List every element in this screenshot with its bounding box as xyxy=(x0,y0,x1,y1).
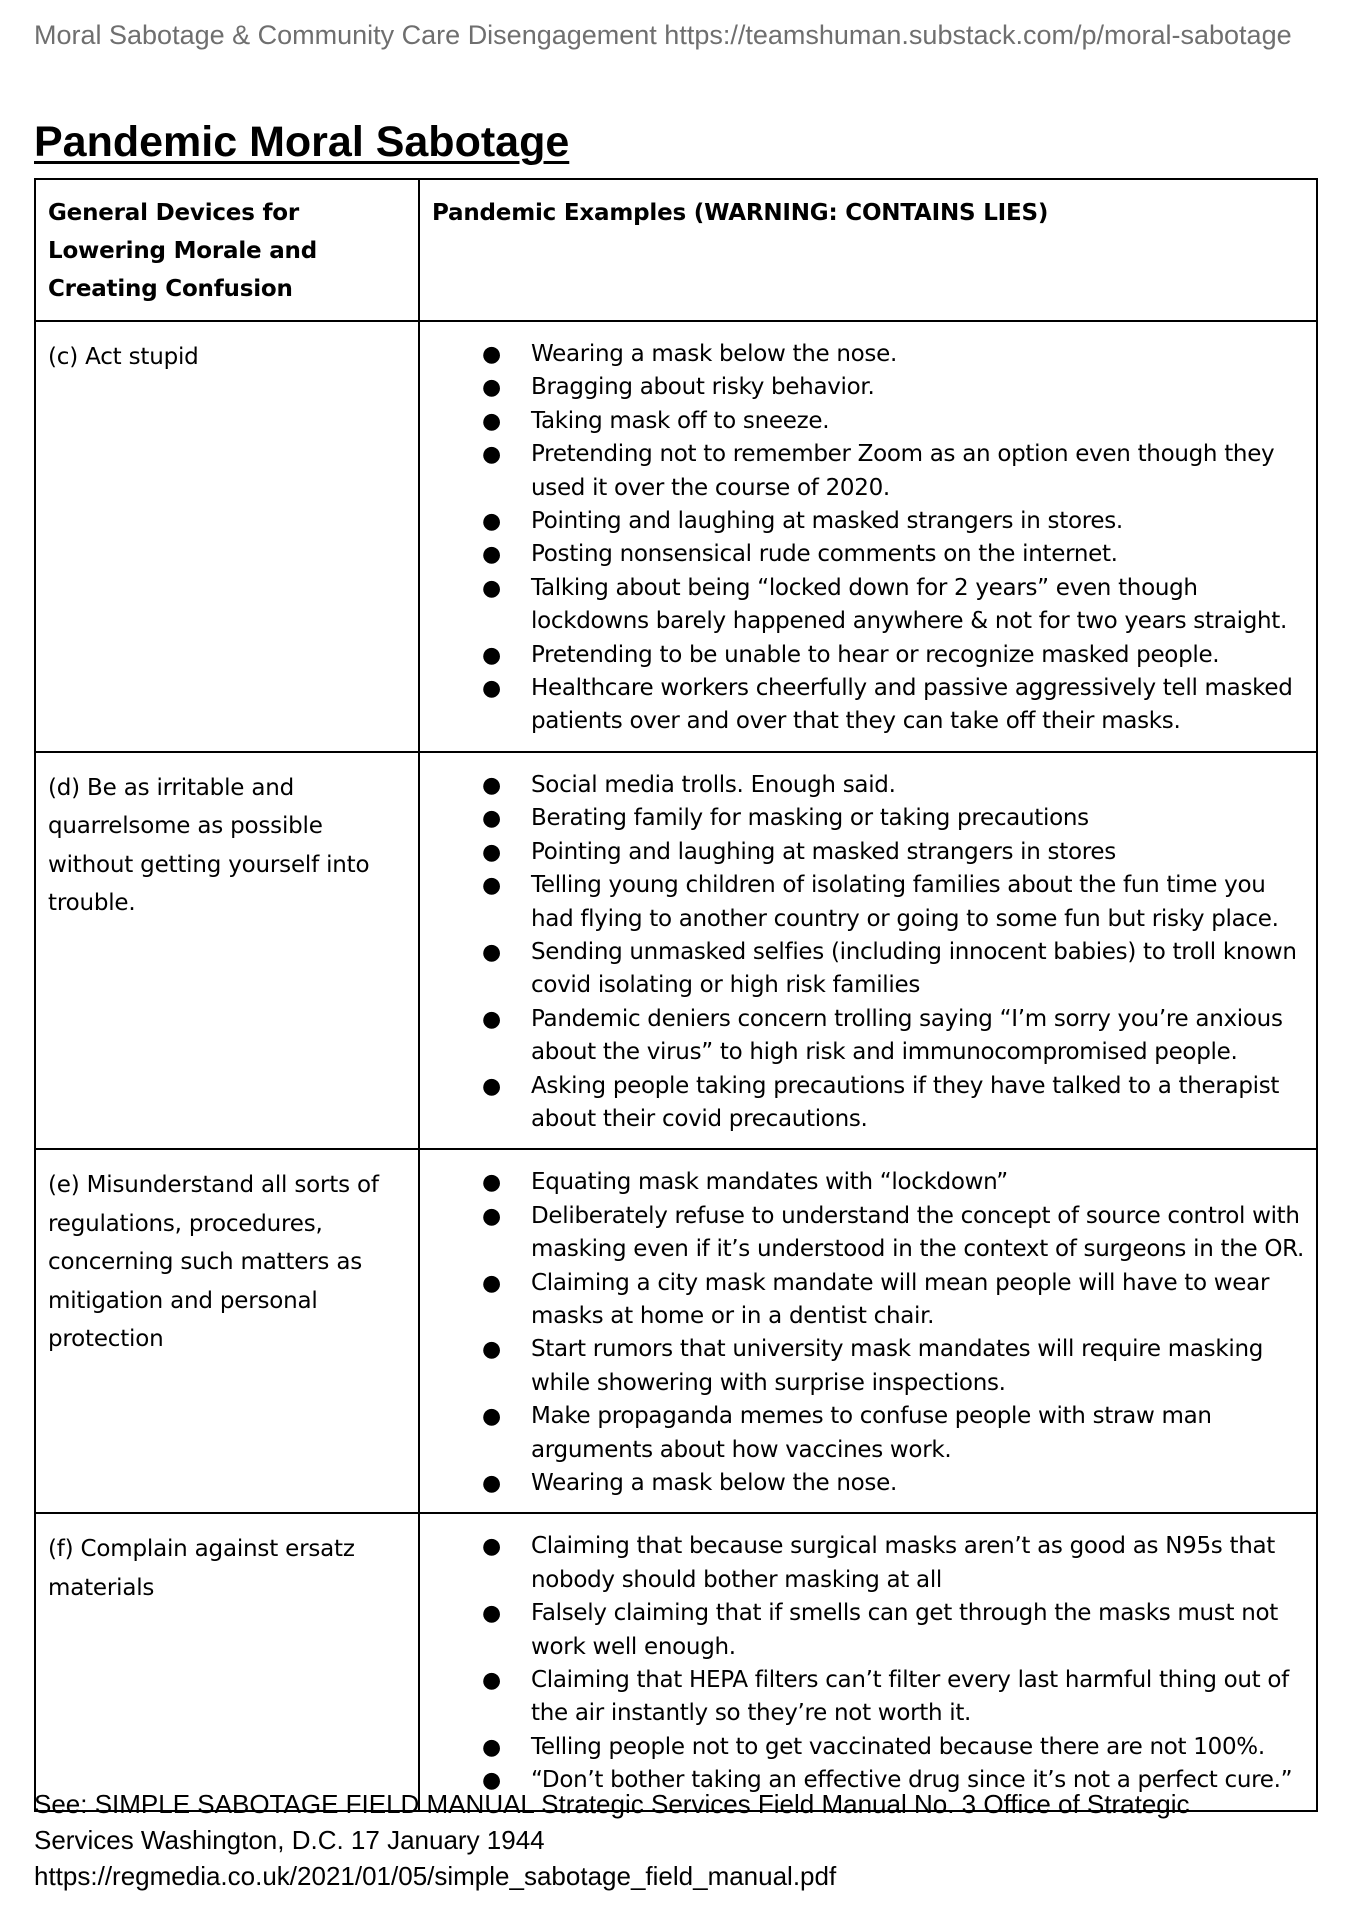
example-item xyxy=(420,1400,1308,1467)
example-item xyxy=(420,1731,1308,1764)
examples-cell xyxy=(419,321,1317,752)
bullet-icon: ● xyxy=(482,1203,501,1229)
bullet-icon: ● xyxy=(482,1404,501,1430)
table-header-row xyxy=(35,179,1317,321)
bullet-icon: ● xyxy=(482,1668,501,1694)
citation-line: See: SIMPLE SABOTAGE FIELD MANUAL Strategic Services Field Manual No. 3 Office of Strategic xyxy=(34,1789,1190,1819)
bullet-icon: ● xyxy=(482,1471,501,1496)
row-label: (f) Complain against ersatz materials xyxy=(35,1513,419,1810)
examples-list xyxy=(420,1150,1316,1512)
example-item xyxy=(420,672,1308,739)
bullet-icon: ● xyxy=(482,806,501,832)
example-text: Claiming a city mask mandate will mean people will have to wear masks at home or in a dentist chair. xyxy=(531,1269,1270,1329)
bullet-icon: ● xyxy=(482,1734,501,1760)
examples-cell xyxy=(419,1149,1317,1513)
bullet-icon: ● xyxy=(482,442,501,468)
example-item xyxy=(420,1530,1308,1597)
examples-cell xyxy=(419,752,1317,1149)
example-item xyxy=(420,1597,1308,1664)
bullet-icon: ● xyxy=(482,1170,501,1196)
bullet-icon: ● xyxy=(482,1006,501,1032)
example-item xyxy=(420,1003,1308,1070)
table-row-irritable xyxy=(35,752,1317,1149)
example-text: Make propaganda memes to confuse people with straw man arguments about how vaccines work. xyxy=(531,1403,1212,1463)
example-item xyxy=(420,1333,1308,1400)
bullet-icon: ● xyxy=(482,1768,501,1794)
table-row-complain xyxy=(35,1513,1317,1810)
example-text: Telling people not to get vaccinated because there are not 100%. xyxy=(531,1733,1265,1760)
document-header-url: Moral Sabotage & Community Care Disengagement https://teamshuman.substack.com/p/moral-sabotage xyxy=(34,20,1292,50)
table-row-misunderstand xyxy=(35,1149,1317,1513)
example-text: Bragging about risky behavior. xyxy=(531,374,875,401)
example-text: Berating family for masking or taking precautions xyxy=(531,805,1089,832)
example-item xyxy=(420,1200,1308,1267)
bullet-icon: ● xyxy=(482,1601,501,1627)
example-item xyxy=(420,538,1308,571)
example-text: Healthcare workers cheerfully and passive aggressively tell masked patients over and over that they can take off their masks. xyxy=(531,675,1293,735)
bullet-icon: ● xyxy=(482,509,501,535)
bullet-icon: ● xyxy=(482,375,501,401)
bullet-icon: ● xyxy=(482,1534,501,1560)
example-text: Posting nonsensical rude comments on the internet. xyxy=(531,541,1118,568)
citation-link[interactable]: https://regmedia.co.uk/2021/01/05/simple_sabotage_field_manual.pdf xyxy=(34,1861,837,1891)
bullet-icon: ● xyxy=(482,939,501,965)
example-text: Asking people taking precautions if they have talked to a therapist about their covid precautions. xyxy=(531,1072,1280,1132)
example-text: Start rumors that university mask mandates will require masking while showering with surprise inspections. xyxy=(531,1336,1264,1396)
example-item xyxy=(420,338,1308,371)
row-label: (c) Act stupid xyxy=(35,321,419,752)
example-text: Equating mask mandates with “lockdown” xyxy=(531,1169,1008,1196)
example-item xyxy=(420,936,1308,1003)
example-item xyxy=(420,869,1308,936)
example-text: Claiming that because surgical masks aren’t as good as N95s that nobody should bother masking at all xyxy=(531,1533,1276,1593)
bullet-icon: ● xyxy=(482,542,501,568)
example-item xyxy=(420,371,1308,404)
bullet-icon: ● xyxy=(482,1073,501,1099)
example-item xyxy=(420,1664,1308,1731)
bullet-icon: ● xyxy=(482,839,501,865)
example-text: “Don’t bother taking an effective drug since it’s not a perfect cure.” xyxy=(531,1767,1293,1794)
example-item xyxy=(420,769,1308,802)
example-text: Social media trolls. Enough said. xyxy=(531,771,896,798)
example-text: Taking mask off to sneeze. xyxy=(531,407,830,434)
example-text: Pandemic deniers concern trolling saying “I’m sorry you’re anxious about the virus” to high risk and immunocompromised people. xyxy=(531,1005,1283,1066)
example-text: Pretending to be unable to hear or recognize masked people. xyxy=(531,641,1220,668)
example-text: Telling young children of isolating families about the fun time you had flying to another country or going to some fun but risky place. xyxy=(531,872,1279,932)
table-row-act-stupid xyxy=(35,321,1317,752)
example-item xyxy=(420,438,1308,505)
column-header-examples: Pandemic Examples (WARNING: CONTAINS LIES) xyxy=(419,179,1317,321)
example-item xyxy=(420,405,1308,438)
page-title: Pandemic Moral Sabotage xyxy=(34,118,570,166)
example-text: Wearing a mask below the nose. xyxy=(531,341,897,367)
row-label: (e) Misunderstand all sorts of regulations, procedures, concerning such matters as mitigation and personal protection xyxy=(35,1149,419,1513)
example-text: Deliberately refuse to understand the concept of source control with masking even if it’s understood in the context of surgeons in the OR. xyxy=(531,1202,1305,1263)
bullet-icon: ● xyxy=(482,873,501,899)
examples-cell xyxy=(419,1513,1317,1810)
example-item xyxy=(420,1467,1308,1500)
example-item xyxy=(420,572,1308,639)
example-item xyxy=(420,639,1308,672)
example-text: Wearing a mask below the nose. xyxy=(531,1470,897,1496)
example-item xyxy=(420,1070,1308,1137)
example-item xyxy=(420,836,1308,869)
example-item xyxy=(420,505,1308,538)
citation-line: Services Washington, D.C. 17 January 1944 xyxy=(34,1825,545,1855)
bullet-icon: ● xyxy=(482,642,501,668)
examples-list xyxy=(420,753,1316,1148)
example-text: Pointing and laughing at masked strangers in stores xyxy=(531,838,1116,865)
example-item xyxy=(420,802,1308,835)
bullet-icon: ● xyxy=(482,772,501,798)
example-item xyxy=(420,1267,1308,1334)
column-header-devices: General Devices for Lowering Morale and Creating Confusion xyxy=(35,179,419,321)
examples-list xyxy=(420,322,1316,751)
example-text: Sending unmasked selfies (including innocent babies) to troll known covid isolating or high risk families xyxy=(531,938,1297,999)
example-text: Talking about being “locked down for 2 years” even though lockdowns barely happened anywhere & not for two years straight. xyxy=(531,574,1288,635)
source-citation xyxy=(34,1786,1324,1894)
bullet-icon: ● xyxy=(482,575,501,601)
sabotage-table xyxy=(34,178,1318,1812)
bullet-icon: ● xyxy=(482,408,501,434)
bullet-icon: ● xyxy=(482,1270,501,1296)
example-item xyxy=(420,1166,1308,1199)
examples-list xyxy=(420,1514,1316,1809)
row-label: (d) Be as irritable and quarrelsome as possible without getting yourself into trouble. xyxy=(35,752,419,1149)
bullet-icon: ● xyxy=(482,676,501,702)
example-text: Falsely claiming that if smells can get through the masks must not work well enough. xyxy=(531,1600,1278,1660)
example-text: Pretending not to remember Zoom as an option even though they used it over the course of 2020. xyxy=(531,441,1275,501)
bullet-icon: ● xyxy=(482,342,501,367)
example-text: Pointing and laughing at masked strangers in stores. xyxy=(531,508,1123,535)
example-text: Claiming that HEPA filters can’t filter every last harmful thing out of the air instantly so they’re not worth it. xyxy=(531,1667,1289,1727)
bullet-icon: ● xyxy=(482,1337,501,1363)
